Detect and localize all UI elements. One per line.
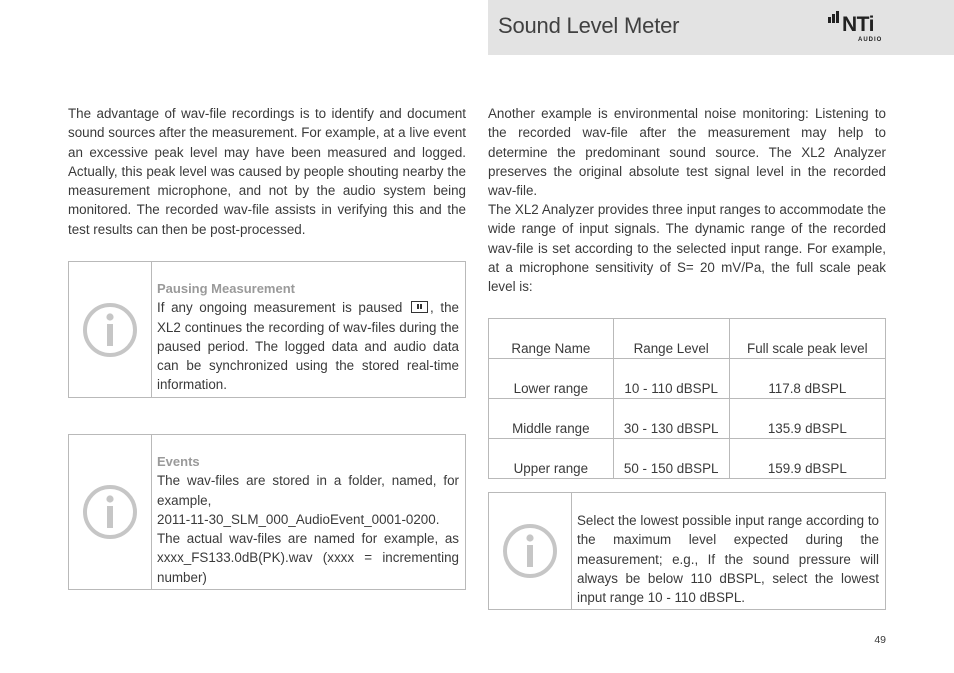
table-cell: 135.9 dBSPL bbox=[729, 399, 885, 439]
table-cell: 159.9 dBSPL bbox=[729, 439, 885, 479]
note-text-part1: If any ongoing measurement is paused bbox=[157, 300, 403, 316]
info-icon-cell bbox=[69, 435, 152, 589]
table-cell: 117.8 dBSPL bbox=[729, 359, 885, 399]
header-bar bbox=[488, 0, 954, 55]
note-pausing-measurement bbox=[68, 261, 466, 398]
environmental-paragraph: Another example is environmental noise monitoring: Listening to the recorded wav-file after the measurement may help to determine the predominant sound source. The XL2 Analyzer preserves the original absolute test signal level in the recorded wav-file. bbox=[488, 106, 886, 199]
table-row bbox=[489, 359, 886, 399]
table-header-row bbox=[489, 319, 886, 359]
note-text-line1: The wav-files are stored in a folder, named, for example, bbox=[157, 473, 459, 508]
table-cell: Upper range bbox=[489, 439, 614, 479]
logo-text: NTi bbox=[842, 13, 874, 36]
info-icon bbox=[82, 484, 138, 540]
table-header-cell: Range Name bbox=[489, 319, 614, 359]
table-row bbox=[489, 439, 886, 479]
input-range-table bbox=[488, 318, 886, 479]
page-title: Sound Level Meter bbox=[498, 13, 680, 38]
table-cell: Middle range bbox=[489, 399, 614, 439]
table-row bbox=[489, 399, 886, 439]
nti-audio-logo bbox=[828, 13, 888, 43]
input-ranges-paragraph: The XL2 Analyzer provides three input ranges to accommodate the wide range of input signals. The dynamic range of the recorded wav-file is set according to the selected input range. For example, at a microphone sensitivity of S= 20 mV/Pa, the full scale peak level is: bbox=[488, 202, 886, 295]
note-text bbox=[157, 452, 459, 587]
info-icon-cell bbox=[489, 493, 572, 609]
table-header-cell: Range Level bbox=[613, 319, 729, 359]
page-number: 49 bbox=[874, 634, 886, 646]
table-cell: 30 - 130 dBSPL bbox=[613, 399, 729, 439]
table-cell: Lower range bbox=[489, 359, 614, 399]
info-icon bbox=[502, 523, 558, 579]
table-cell: 50 - 150 dBSPL bbox=[613, 439, 729, 479]
intro-paragraph: The advantage of wav-file recordings is to identify and document sound sources after the measurement. For example, at a live event an excessive peak level may have been measured and logged. Actually, this peak level was caused by people shouting nearby the measurement microphone, and not by the audio system being monitored. The recorded wav-file assists in verifying this and the test results can then be post-processed. bbox=[68, 106, 466, 237]
note-text bbox=[157, 279, 459, 395]
note-text: Select the lowest possible input range according to the maximum level expected during the measurement; e.g., If the sound pressure will always be below 110 dBSPL, select the lowest input range 10 - 110 dBSPL. bbox=[577, 513, 879, 606]
note-title: Pausing Measurement bbox=[157, 281, 295, 296]
note-events bbox=[68, 434, 466, 590]
note-title: Events bbox=[157, 454, 200, 469]
info-icon bbox=[82, 302, 138, 358]
pause-icon bbox=[411, 301, 428, 313]
table-header-cell: Full scale peak level bbox=[729, 319, 885, 359]
note-text-part2: , the XL2 continues the recording of wav-files during the paused period. The logged data and audio data can be synchronized using the stored real-time information. bbox=[157, 300, 459, 393]
table-cell: 10 - 110 dBSPL bbox=[613, 359, 729, 399]
info-icon-cell bbox=[69, 262, 152, 397]
note-folder-name: 2011-11-30_SLM_000_AudioEvent_0001-0200. bbox=[157, 511, 440, 527]
note-text-line2: The actual wav-files are named for example, as xxxx_FS133.0dB(PK).wav (xxxx = incrementing number) bbox=[157, 531, 459, 585]
logo-subtext: AUDIO bbox=[858, 37, 883, 43]
note-select-input-range bbox=[488, 492, 886, 610]
